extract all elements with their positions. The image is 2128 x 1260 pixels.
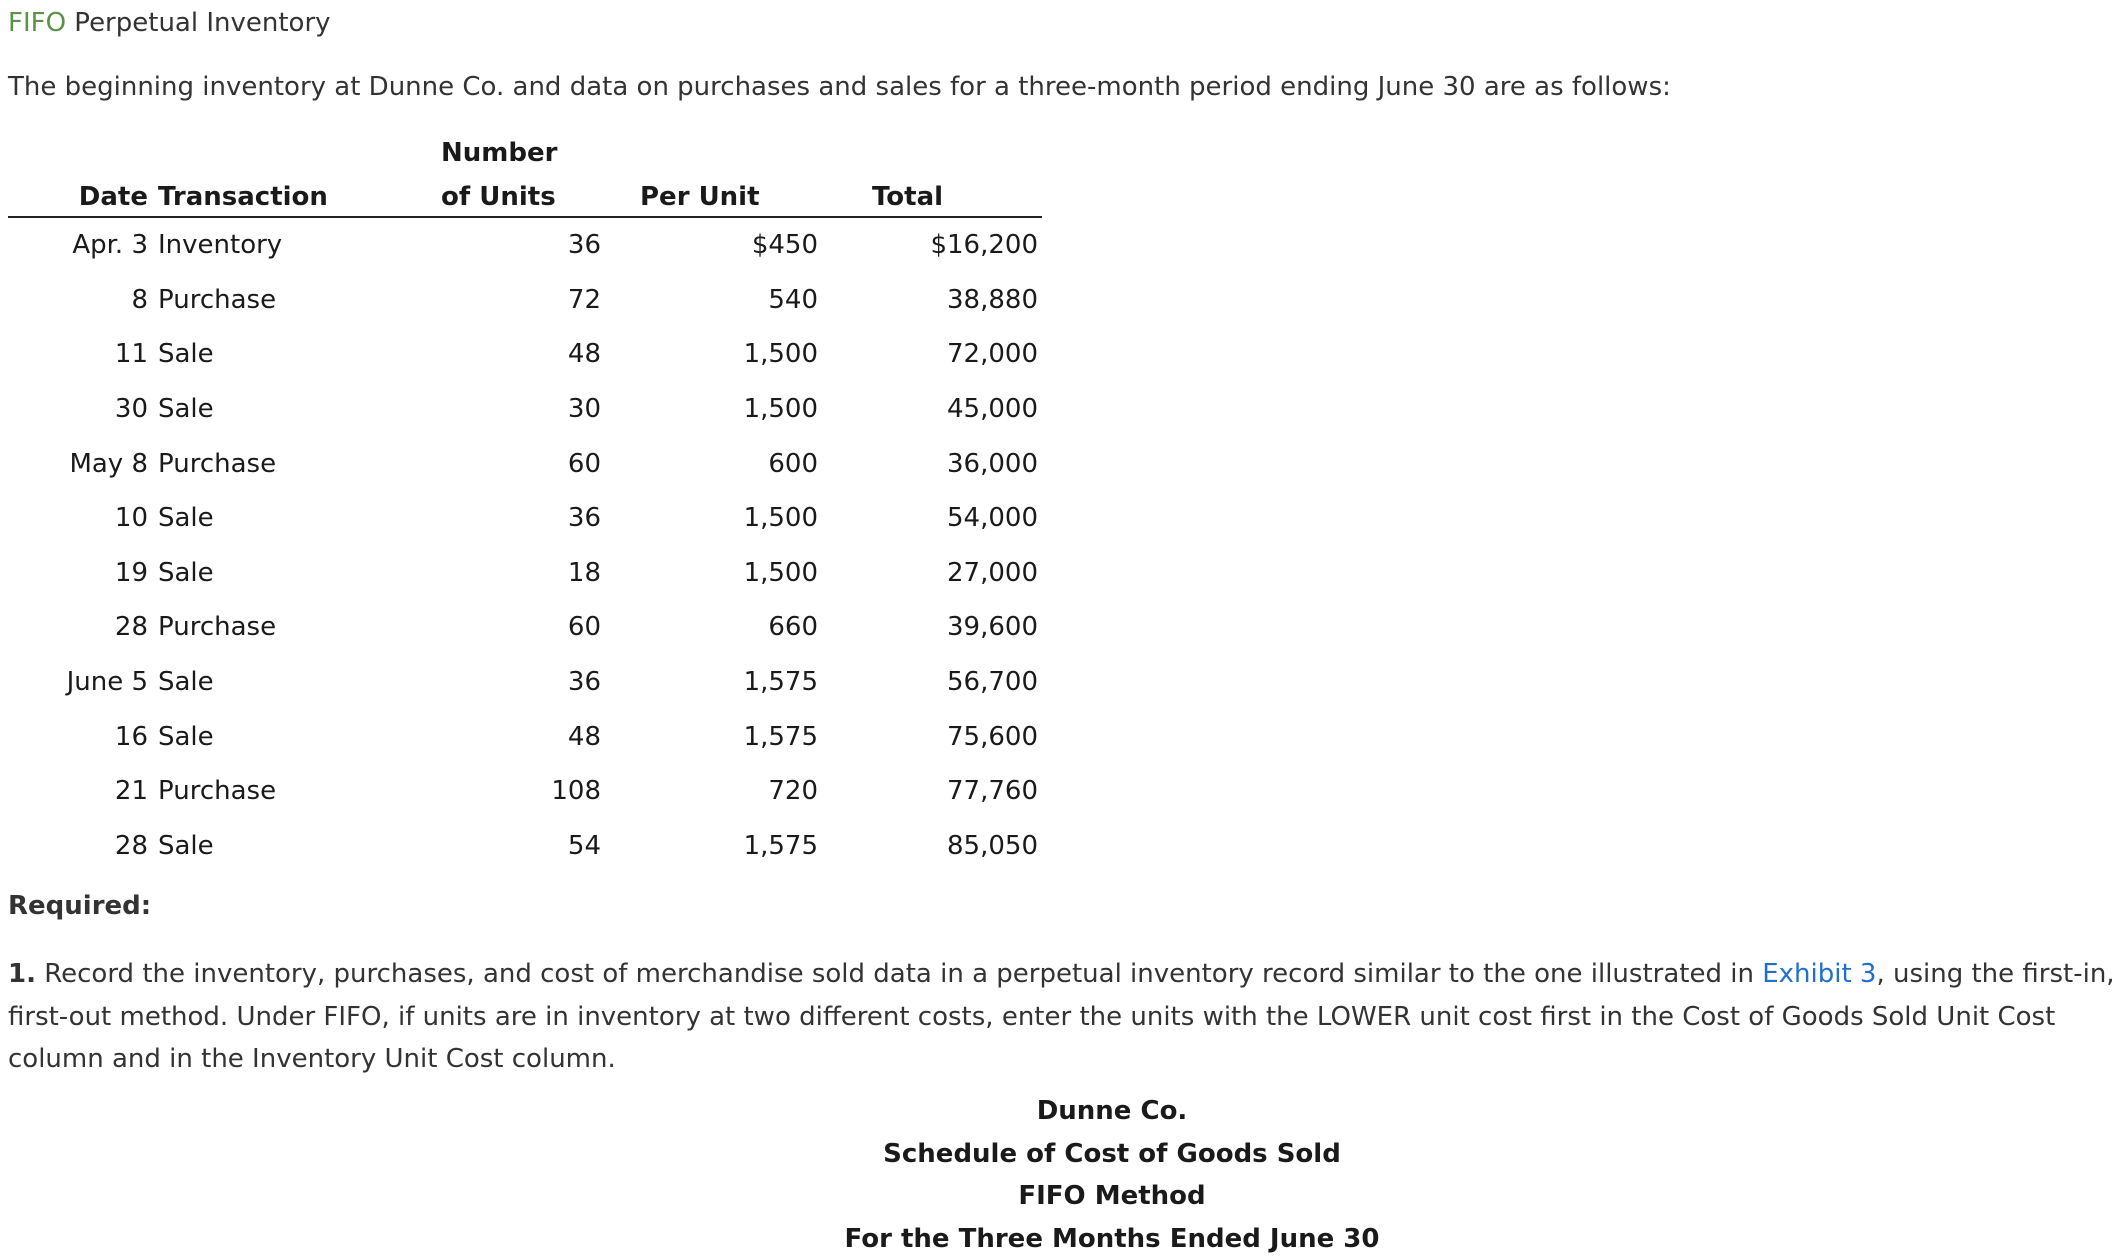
table-row xyxy=(8,382,1042,437)
table-header-row-2 xyxy=(8,168,1042,217)
row-transaction: Sale xyxy=(158,327,418,382)
row-transaction: Inventory xyxy=(158,217,418,273)
question-1 xyxy=(8,953,2118,1081)
row-per-unit: 540 xyxy=(601,273,818,328)
title-rest: Perpetual Inventory xyxy=(66,8,330,38)
title-prefix: FIFO xyxy=(8,8,66,38)
schedule-title: Schedule of Cost of Goods Sold xyxy=(8,1133,2128,1176)
row-date: 10 xyxy=(8,491,158,546)
row-date: June 5 xyxy=(8,655,158,710)
header-transaction: Transaction xyxy=(158,168,418,217)
row-date: Apr. 3 xyxy=(8,217,158,273)
table-header-row-1 xyxy=(8,128,1042,168)
row-transaction: Sale xyxy=(158,382,418,437)
row-date: 21 xyxy=(8,764,158,819)
schedule-method: FIFO Method xyxy=(8,1175,2128,1218)
row-total: 36,000 xyxy=(818,436,1042,491)
row-per-unit: $450 xyxy=(601,217,818,273)
row-date: 11 xyxy=(8,327,158,382)
row-total: 54,000 xyxy=(818,491,1042,546)
row-transaction: Purchase xyxy=(158,273,418,328)
header-per-unit: Per Unit xyxy=(601,168,818,217)
row-units: 36 xyxy=(418,217,601,273)
row-total: 45,000 xyxy=(818,382,1042,437)
table-row xyxy=(8,546,1042,601)
required-heading: Required: xyxy=(8,891,151,921)
row-units: 54 xyxy=(418,819,601,874)
table-row xyxy=(8,217,1042,273)
row-total: 77,760 xyxy=(818,764,1042,819)
row-units: 48 xyxy=(418,327,601,382)
schedule-company: Dunne Co. xyxy=(8,1090,2128,1133)
row-transaction: Sale xyxy=(158,655,418,710)
row-total: 39,600 xyxy=(818,600,1042,655)
header-total: Total xyxy=(818,168,1042,217)
question-number: 1. xyxy=(8,959,36,989)
row-per-unit: 1,500 xyxy=(601,382,818,437)
row-transaction: Purchase xyxy=(158,436,418,491)
row-per-unit: 720 xyxy=(601,764,818,819)
row-per-unit: 1,575 xyxy=(601,709,818,764)
table-row xyxy=(8,273,1042,328)
table-row xyxy=(8,600,1042,655)
row-units: 36 xyxy=(418,655,601,710)
schedule-period: For the Three Months Ended June 30 xyxy=(8,1218,2128,1260)
table-row xyxy=(8,436,1042,491)
row-date: 16 xyxy=(8,709,158,764)
row-units: 18 xyxy=(418,546,601,601)
row-per-unit: 1,575 xyxy=(601,655,818,710)
row-date: May 8 xyxy=(8,436,158,491)
row-units: 72 xyxy=(418,273,601,328)
row-units: 60 xyxy=(418,600,601,655)
row-transaction: Sale xyxy=(158,819,418,874)
row-per-unit: 1,575 xyxy=(601,819,818,874)
row-total: $16,200 xyxy=(818,217,1042,273)
question-text-before: Record the inventory, purchases, and cost of merchandise sold data in a perpetual inventory record similar to the one illustrated in xyxy=(36,959,1762,989)
row-per-unit: 600 xyxy=(601,436,818,491)
row-units: 48 xyxy=(418,709,601,764)
row-total: 56,700 xyxy=(818,655,1042,710)
intro-text: The beginning inventory at Dunne Co. and data on purchases and sales for a three-month period ending June 30 are as follows: xyxy=(8,72,1671,102)
table-row xyxy=(8,764,1042,819)
row-units: 60 xyxy=(418,436,601,491)
row-date: 19 xyxy=(8,546,158,601)
row-date: 8 xyxy=(8,273,158,328)
row-transaction: Purchase xyxy=(158,764,418,819)
row-transaction: Purchase xyxy=(158,600,418,655)
row-date: 30 xyxy=(8,382,158,437)
page-title xyxy=(8,8,331,38)
row-total: 27,000 xyxy=(818,546,1042,601)
row-per-unit: 1,500 xyxy=(601,546,818,601)
row-date: 28 xyxy=(8,600,158,655)
row-total: 75,600 xyxy=(818,709,1042,764)
table-row xyxy=(8,709,1042,764)
row-per-unit: 1,500 xyxy=(601,491,818,546)
row-transaction: Sale xyxy=(158,491,418,546)
row-per-unit: 1,500 xyxy=(601,327,818,382)
table-row xyxy=(8,819,1042,874)
row-units: 36 xyxy=(418,491,601,546)
row-total: 38,880 xyxy=(818,273,1042,328)
table-row xyxy=(8,491,1042,546)
table-row xyxy=(8,327,1042,382)
header-units-line1: Number xyxy=(418,128,601,168)
schedule-heading xyxy=(8,1090,2128,1260)
row-total: 85,050 xyxy=(818,819,1042,874)
row-transaction: Sale xyxy=(158,546,418,601)
header-units-line2: of Units xyxy=(418,168,601,217)
row-total: 72,000 xyxy=(818,327,1042,382)
row-transaction: Sale xyxy=(158,709,418,764)
row-units: 30 xyxy=(418,382,601,437)
exhibit-3-link[interactable]: Exhibit 3 xyxy=(1762,959,1876,989)
question-text-after: , using the first-in, first-out method. Under FIFO, if units are in inventory at two different costs, enter the units with the LOWER unit cost first in the Cost of Goods Sold Unit Cost column and in the Inventory Unit Cost column. xyxy=(8,959,2115,1074)
table-row xyxy=(8,655,1042,710)
row-units: 108 xyxy=(418,764,601,819)
row-per-unit: 660 xyxy=(601,600,818,655)
header-date: Date xyxy=(8,168,158,217)
inventory-data-table xyxy=(8,128,1042,873)
row-date: 28 xyxy=(8,819,158,874)
